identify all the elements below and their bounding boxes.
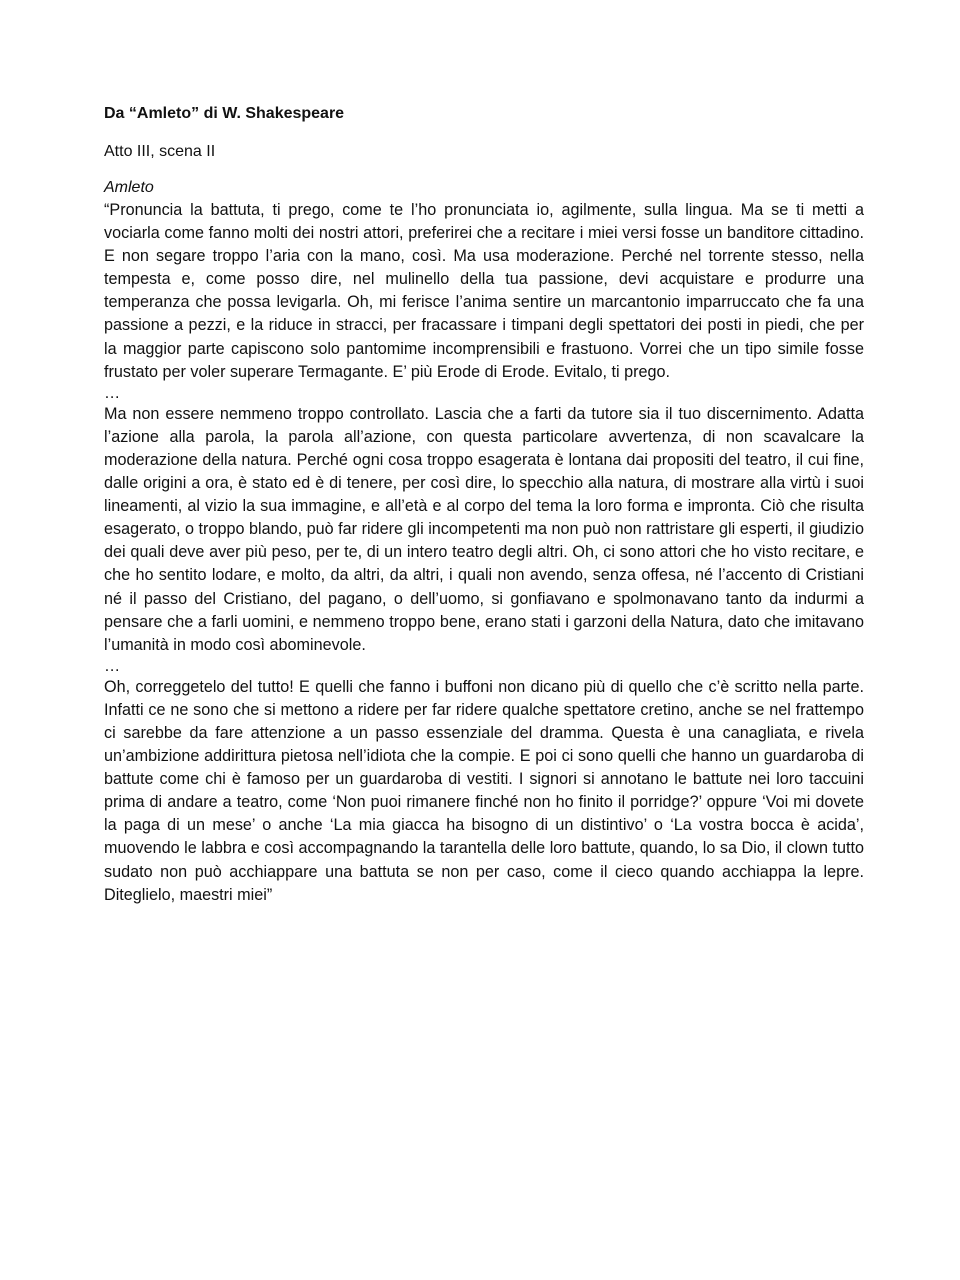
paragraph-1: “Pronuncia la battuta, ti prego, come te l’ho pronunciata io, agilmente, sulla lingua. Ma se ti metti a vociarla come fanno molti dei nostri attori, preferirei che a recitare i miei versi fosse un banditore cittadino. E non segare troppo l’aria con la mano, così. Ma usa moderazione. Perché nel torrente stesso, nella tempesta e, come posso dire, nel mulinello della tua passione, devi acquistare e produrre una temperanza che possa levigarla. Oh, mi ferisce l’anima sentire un marcantonio imparruccato che fa una passione a pezzi, e la riduce in stracci, per fracassare i timpani degli spettatori dei posti in piedi, che per la maggior parte capiscono solo pantomime incomprensibili e frastuono. Vorrei che un tipo simile fosse frustato per voler superare Termagante. E’ più Erode di Erode. Evitalo, ti prego. [104, 201, 864, 381]
ellipsis-separator-1: … [104, 383, 121, 402]
speaker-name: Amleto [104, 179, 154, 196]
paragraph-2: Ma non essere nemmeno troppo controllato. Lascia che a farti da tutore sia il tuo discernimento. Adatta l’azione alla parola, la parola all’azione, con questa particolare avvertenza, di non scavalcare la moderazione della natura. Perché ogni cosa troppo esagerata è lontana dai propositi del teatro, il cui fine, dalle origini a ora, è stato ed è di tenere, per così dire, lo specchio alla natura, di mostrare alla virtù i suoi lineamenti, al vizio la sua immagine, e all’età e al corpo del tema la loro forma e impronta. Ciò che risulta esagerato, o troppo blando, può far ridere gli incompetenti ma non può non rattristare gli esperti, il giudizio dei quali deve aver più peso, per te, di un intero teatro degli altri. Oh, ci sono attori che ho visto recitare, e che ho sentito lodare, e molto, da altri, da altri, i quali non avendo, senza offesa, né l’accento di Cristiani né il passo del Cristiano, del pagano, o dell’uomo, si gonfiavano e spolmonavano tanto da indurmi a pensare che a farli uomini, e nemmeno troppo bene, erano stati i garzoni della Natura, dato che imitavano l’umanità in modo così abominevole. [104, 404, 864, 654]
paragraph-3: Oh, correggetelo del tutto! E quelli che fanno i buffoni non dicano più di quello che c’è scritto nella parte. Infatti ce ne sono che si mettono a ridere per far ridere qualche spettatore cretino, anche se nel frattempo ci sarebbe da fare attenzione a un passo essenziale del dramma. Questa è una canagliata, e rivela un’ambizione addirittura pietosa nell’idiota che la compie. E poi ci sono quelli che hanno un guardaroba di battute come chi è famoso per un guardaroba di vestiti. I signori si annotano le battute nei loro taccuini prima di andare a teatro, come ‘Non puoi rimanere finché non ho finito il porridge?’ oppure ‘Voi mi dovete la paga di un mese’ o anche ‘La mia giacca ha bisogno di un distintivo’ o ‘La vostra bocca è acida’, muovendo le labbra e così accompagnando la tarantella delle loro battute, quando, lo sa Dio, il clown tutto sudato non può acchiappare una battuta se non per caso, come il cieco quando acchiappa la lepre. Diteglielo, maestri miei” [104, 677, 864, 904]
document-body [104, 102, 864, 907]
document-title: Da “Amleto” di W. Shakespeare [104, 105, 345, 122]
scene-heading: Atto III, scena II [104, 143, 216, 160]
ellipsis-separator-2: … [104, 656, 121, 675]
